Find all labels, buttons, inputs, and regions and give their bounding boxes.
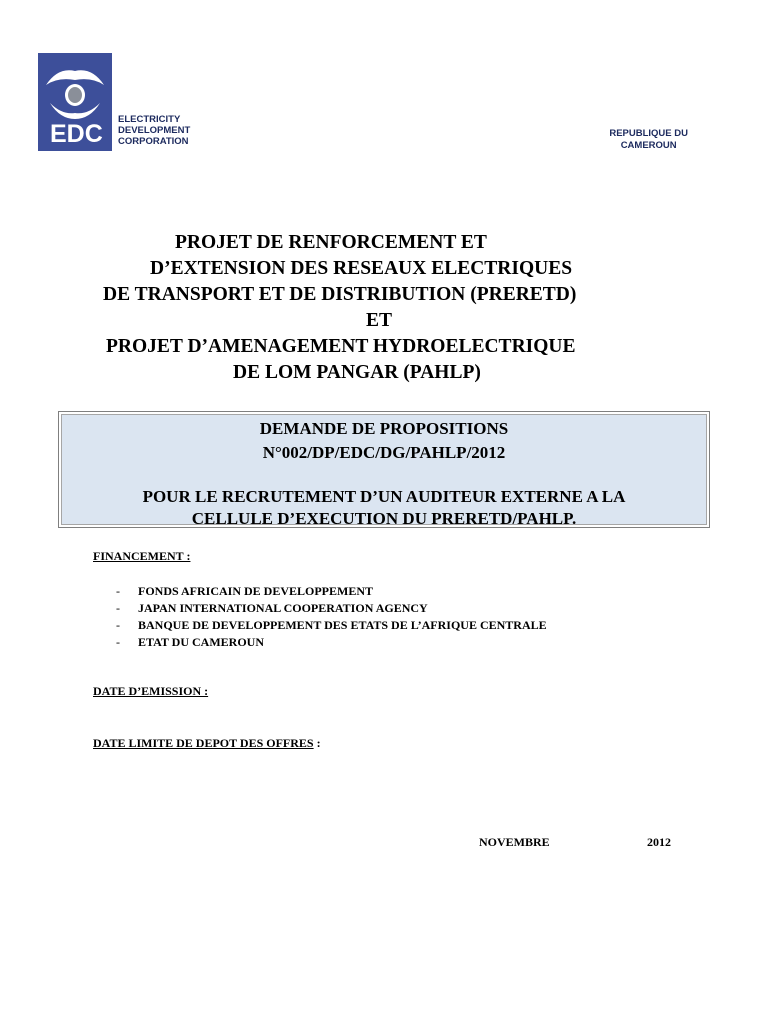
issue-month: NOVEMBRE [479,835,550,849]
org-name-line: CORPORATION [118,136,189,147]
country-line: CAMEROUN [620,140,677,151]
list-item: - JAPAN INTERNATIONAL COOPERATION AGENCY [116,600,547,617]
list-item: - BANQUE DE DEVELOPPEMENT DES ETATS DE L’AFRIQUE CENTRALE [116,617,547,634]
rfp-purpose-line: POUR LE RECRUTEMENT D’UN AUDITEUR EXTERNE A LA [142,487,626,506]
deadline-label-text: DATE LIMITE DE DEPOT DES OFFRES [93,736,314,750]
logo-text: EDC [50,120,103,148]
rfp-box [58,411,710,528]
list-item: - FONDS AFRICAIN DE DEVELOPPEMENT [116,583,547,600]
title-line: D’EXTENSION DES RESEAUX ELECTRIQUES [150,258,573,279]
issue-year: 2012 [647,835,671,849]
emission-date-label: DATE D’EMISSION : [93,684,209,698]
edc-logo [38,53,112,151]
organization-name [118,114,190,147]
list-item: - ETAT DU CAMEROUN [116,634,547,651]
financing-list [116,583,547,651]
country-label [609,128,688,152]
country-line: REPUBLIQUE DU [609,128,688,139]
financing-label: FINANCEMENT : [93,549,191,563]
title-line: ET [366,310,393,331]
rfp-purpose-line: CELLULE D’EXECUTION DU PRERETD/PAHLP. [191,509,577,528]
org-name-line: ELECTRICITY [118,114,181,125]
title-line: DE LOM PANGAR (PAHLP) [233,362,481,383]
title-line: PROJET DE RENFORCEMENT ET [175,232,487,253]
org-name-line: DEVELOPMENT [118,125,191,136]
deadline-label [93,736,321,751]
title-line: PROJET D’AMENAGEMENT HYDROELECTRIQUE [106,336,576,357]
rfp-reference: N°002/DP/EDC/DG/PAHLP/2012 [262,443,506,462]
deadline-label-suffix: : [313,736,321,750]
rfp-heading: DEMANDE DE PROPOSITIONS [259,419,509,438]
title-line: DE TRANSPORT ET DE DISTRIBUTION (PRERETD) [103,284,577,305]
